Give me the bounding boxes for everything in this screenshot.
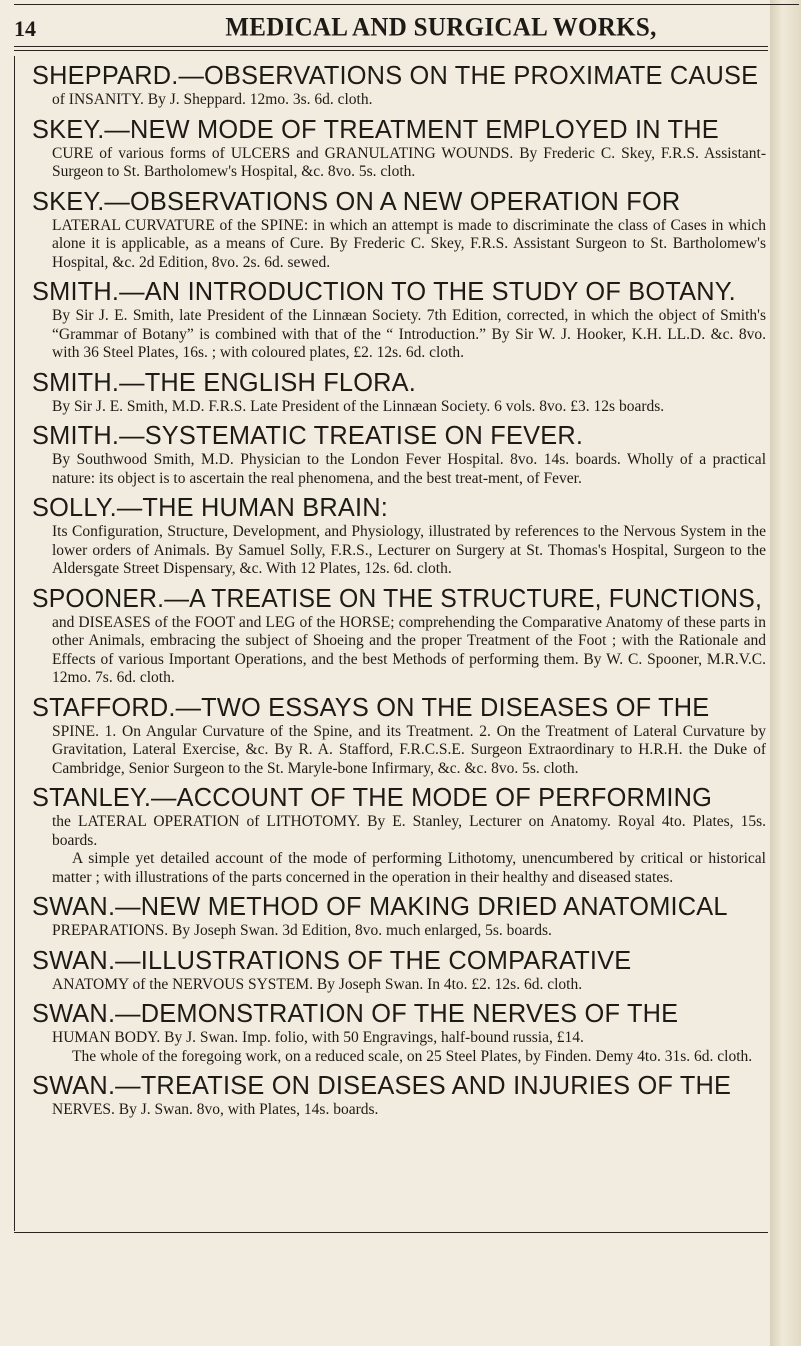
catalogue-entry bbox=[14, 494, 766, 579]
catalogue-entry bbox=[14, 947, 766, 995]
entry-body bbox=[32, 145, 766, 182]
entry-paragraph: The whole of the foregoing work, on a reduced scale, on 25 Steel Plates, by Finden. Demy 4to. 31s. 6d. cloth. bbox=[72, 1047, 753, 1065]
entry-paragraph: and DISEASES of the FOOT and LEG of the HORSE; comprehending the Comparative Anatomy of these parts in other Animals, embracing the subject of Shoeing and the proper Treatment of the Foot ; with the Rationale and Effects of various Important Operations, and the best Methods of performing them. By W. C. Spooner, M.R.V.C. 12mo. 7s. 6d. cloth. bbox=[52, 613, 766, 686]
catalogue-entry bbox=[14, 369, 766, 417]
entry-paragraph: NERVES. By J. Swan. 8vo, with Plates, 14s. boards. bbox=[52, 1101, 379, 1118]
entry-title: SMITH.—THE ENGLISH FLORA. bbox=[32, 368, 417, 397]
catalogue-entry bbox=[14, 784, 766, 887]
entry-body bbox=[32, 614, 766, 688]
entry-body bbox=[32, 451, 766, 488]
entry-paragraph: PREPARATIONS. By Joseph Swan. 3d Edition, 8vo. much enlarged, 5s. boards. bbox=[52, 922, 552, 939]
page-edge bbox=[770, 0, 801, 1346]
page-header bbox=[14, 8, 768, 44]
entry-paragraph: CURE of various forms of ULCERS and GRANULATING WOUNDS. By Frederic C. Skey, F.R.S. Assistant-Surgeon to St. Bartholomew's Hospital, &c. 8vo. 5s. cloth. bbox=[52, 144, 766, 180]
entry-body bbox=[32, 1101, 766, 1120]
entry-body bbox=[32, 1029, 766, 1066]
catalogue-entry bbox=[14, 188, 766, 273]
catalogue-entry bbox=[14, 62, 766, 110]
entry-body bbox=[32, 91, 766, 110]
entry-paragraph: the LATERAL OPERATION of LITHOTOMY. By E. Stanley, Lecturer on Anatomy. Royal 4to. Plates, 15s. boards. bbox=[52, 813, 766, 849]
header-rule-thin bbox=[14, 50, 768, 51]
entry-body bbox=[32, 523, 766, 579]
entry-title: SWAN.—ILLUSTRATIONS OF THE COMPARATIVE bbox=[32, 946, 632, 975]
entry-paragraph: By Southwood Smith, M.D. Physician to the London Fever Hospital. 8vo. 14s. boards. Wholly of a practical nature: its object is to ascertain the real phenomena, and the best treat-ment, of Fever. bbox=[52, 451, 766, 487]
entry-title: SHEPPARD.—OBSERVATIONS ON THE PROXIMATE CAUSE bbox=[32, 62, 759, 90]
entry-paragraph: SPINE. 1. On Angular Curvature of the Spine, and its Treatment. 2. On the Treatment of Lateral Curvature by Gravitation, Lateral Exercise, &c. By R. A. Stafford, F.R.C.S.E. Surgeon Extraordinary to H.R.H. the Duke of Cambridge, Senior Surgeon to the St. Maryle-bone Infirmary, &c. &c. 8vo. 5s. cloth. bbox=[52, 722, 766, 777]
entry-paragraph: ANATOMY of the NERVOUS SYSTEM. By Joseph Swan. In 4to. £2. 12s. 6d. cloth. bbox=[52, 975, 583, 993]
catalogue-entry bbox=[14, 694, 766, 779]
entry-title: SWAN.—TREATISE ON DISEASES AND INJURIES OF THE bbox=[32, 1072, 732, 1100]
entry-body bbox=[32, 976, 766, 995]
header-rule bbox=[14, 46, 768, 47]
entry-body bbox=[32, 813, 766, 887]
entry-title: SMITH.—AN INTRODUCTION TO THE STUDY OF BOTANY. bbox=[32, 278, 736, 306]
catalogue-entry bbox=[14, 116, 766, 182]
entry-paragraph: A simple yet detailed account of the mode of performing Lithotomy, unencumbered by critical or historical matter ; with illustrations of the parts concerned in the operation in their healthy and diseased states. bbox=[52, 850, 766, 886]
entry-title: STAFFORD.—TWO ESSAYS ON THE DISEASES OF THE bbox=[32, 693, 710, 722]
entry-paragraph: By Sir J. E. Smith, M.D. F.R.S. Late President of the Linnæan Society. 6 vols. 8vo. £3. 12s boards. bbox=[52, 397, 665, 415]
entry-title: SWAN.—NEW METHOD OF MAKING DRIED ANATOMICAL bbox=[32, 893, 728, 921]
entry-paragraph: LATERAL CURVATURE of the SPINE: in which an attempt is made to discriminate the class of Cases in which alone it is applicable, as a means of Cure. By Frederic C. Skey, F.R.S. Assistant Surgeon to St. Bartholomew's Hospital, &c. 2d Edition, 8vo. 2s. 6d. sewed. bbox=[52, 216, 766, 271]
catalogue-entry bbox=[14, 1072, 766, 1120]
entry-body bbox=[32, 398, 766, 417]
entry-title: SPOONER.—A TREATISE ON THE STRUCTURE, FUNCTIONS, bbox=[32, 584, 763, 613]
entry-body bbox=[32, 217, 766, 273]
top-rule bbox=[14, 4, 799, 5]
entry-title: SWAN.—DEMONSTRATION OF THE NERVES OF THE bbox=[32, 1000, 679, 1028]
catalogue-entry bbox=[14, 278, 766, 363]
entry-title: SMITH.—SYSTEMATIC TREATISE ON FEVER. bbox=[32, 422, 584, 450]
entry-paragraph: By Sir J. E. Smith, late President of the Linnæan Society. 7th Edition, corrected, in which the object of Smith's “Grammar of Botany” is combined with that of the “ Introduction.” By Sir W. J. Hooker, K.H. LL.D. &c. 8vo. with 36 Steel Plates, 16s. ; with coloured plates, £2. 12s. 6d. cloth. bbox=[52, 307, 766, 361]
entry-title: SKEY.—NEW MODE OF TREATMENT EMPLOYED IN THE bbox=[32, 115, 719, 144]
catalogue-entry bbox=[14, 1000, 766, 1066]
entry-title: SKEY.—OBSERVATIONS ON A NEW OPERATION FOR bbox=[32, 187, 681, 216]
entry-title: STANLEY.—ACCOUNT OF THE MODE OF PERFORMING bbox=[32, 784, 713, 812]
catalogue-entry bbox=[14, 893, 766, 941]
entry-paragraph: Its Configuration, Structure, Development, and Physiology, illustrated by references to the Nervous System in the lower orders of Animals. By Samuel Solly, F.R.S., Lecturer on Surgery at St. Thomas's Hospital, Surgeon to the Aldersgate Street Dispensary, &c. With 12 Plates, 12s. 6d. cloth. bbox=[52, 523, 766, 577]
page-number: 14 bbox=[14, 16, 36, 41]
entry-body bbox=[32, 723, 766, 779]
entry-paragraph: of INSANITY. By J. Sheppard. 12mo. 3s. 6d. cloth. bbox=[52, 91, 373, 108]
bottom-rule bbox=[14, 1232, 768, 1233]
running-head: MEDICAL AND SURGICAL WORKS, bbox=[225, 13, 657, 42]
entry-body bbox=[32, 922, 766, 941]
entry-paragraph: HUMAN BODY. By J. Swan. Imp. folio, with 50 Engravings, half-bound russia, £14. bbox=[52, 1029, 584, 1046]
entry-body bbox=[32, 307, 766, 363]
catalogue-entry bbox=[14, 422, 766, 488]
entry-title: SOLLY.—THE HUMAN BRAIN: bbox=[32, 494, 388, 522]
catalogue-entry bbox=[14, 585, 766, 688]
entry-list bbox=[14, 62, 766, 1126]
